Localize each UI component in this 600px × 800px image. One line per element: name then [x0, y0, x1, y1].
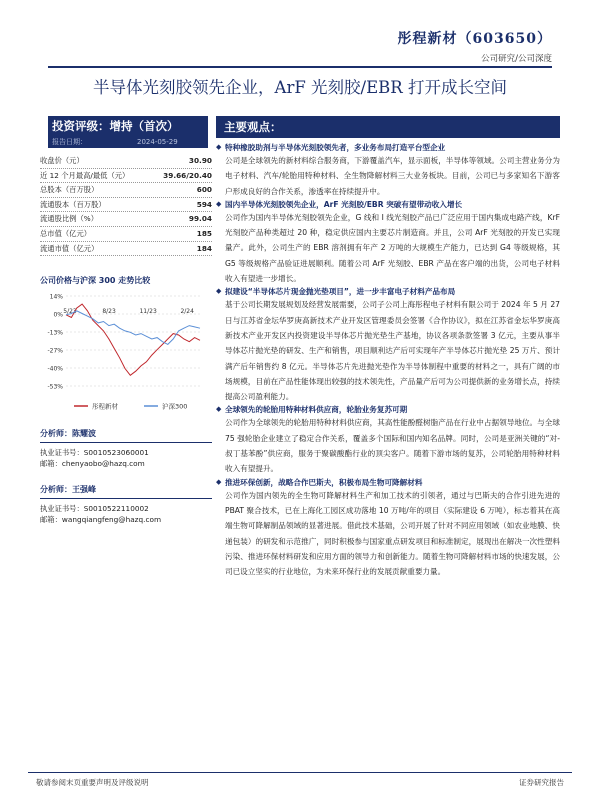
- chart-y-tick-label: -13%: [47, 329, 63, 337]
- viewpoint-heading-text: 特种橡胶助剂与半导体光刻胶领先者，多业务布局打造平台型企业: [225, 143, 446, 152]
- key-data-value: 39.66/20.40: [163, 170, 212, 180]
- key-data-row: [40, 198, 212, 213]
- chart-y-tick-label: -53%: [47, 383, 63, 391]
- key-data-value: 594: [196, 199, 212, 209]
- page-title: 半导体光刻胶领先企业，ArF 光刻胶/EBR 打开成长空间: [93, 78, 507, 97]
- viewpoint-body: 公司作为国内半导体光刻胶领先企业，G 线和 I 线光刻胶产品已广泛应用于国内集成电路产线，KrF 光刻胶产品种类超过 20 种，稳定供应国内主要芯片制造商。并且，公司 ArF 光刻胶的开发已实现量产。此外，公司生产的 EBR 溶剂拥有年产 2 万吨的大规模生产能力，已达到 G4 等级规格，其 G5 等级规格产品验证进展顺利。随着公司 ArF 光刻胶、EBR 产品在客户端的出货，公司电子材料收入有望进一步增长。: [225, 212, 560, 284]
- viewpoint-body: 基于公司长期发展规划及经营发展需要，公司子公司上海彤程电子材料有限公司于 2024 年 5 月 27 日与江苏省金坛华罗庚高新技术产业开发区管理委员会签署《合作协议》，拟在江苏省金坛华罗庚高新技术产业开发区内投资建设半导体芯片抛光垫生产基地，协议各项条款签署 3 亿元，主要从事半导体芯片抛光垫的研发、生产和销售，项目顺利达产后可实现年产半导体芯片抛光垫 25 万片、预计满产后年销售约 8 亿元。半导体芯片先进抛光垫作为半导体制程中重要的材料之一，具有广阔的市场规模，目前在产品性能体现出较强的技术领先性，产品量产后可为公司提供新的业务增长点，持续提高公司盈利能力。: [225, 300, 560, 402]
- viewpoints-heading: 主要观点：: [216, 116, 560, 138]
- viewpoint-heading: [216, 477, 560, 488]
- viewpoint-heading: [216, 286, 560, 297]
- chart-legend-label: 沪深300: [162, 402, 188, 411]
- key-data-row: [40, 242, 212, 257]
- bullet-diamond-icon: ◆: [216, 143, 222, 151]
- chart-x-tick-label: 8/23: [102, 307, 116, 315]
- chart-x-tick-label: 5/23: [63, 307, 77, 315]
- chart-x-tick-label: 2/24: [180, 307, 194, 315]
- chart-y-tick-label: -27%: [47, 347, 63, 355]
- key-data-value: 30.90: [188, 156, 212, 165]
- viewpoint-heading-text: 拟建设“半导体芯片现金抛光垫项目”，进一步丰富电子材料产品布局: [225, 287, 456, 297]
- viewpoint-body: 公司是全球领先的新材料综合服务商，下游覆盖汽车，显示面板，半导体等领域。公司主营业务分为电子材料、汽车/轮胎用特种材料、全生物降解材料三大业务板块。目前，公司已与多家知名下游客户形成良好的合作关系，渗透率在持续提升中。: [225, 156, 560, 196]
- bullet-diamond-icon: ◆: [216, 287, 222, 296]
- footer-disclaimer: 敬请参阅末页重要声明及评级说明: [36, 778, 149, 787]
- key-data-value: 600: [196, 185, 212, 195]
- key-data-row: [40, 154, 212, 169]
- price-chart-svg: [40, 290, 210, 420]
- chart-x-tick-label: 11/23: [139, 307, 157, 315]
- viewpoints-content: [216, 142, 560, 579]
- viewpoint-heading: [216, 404, 560, 415]
- viewpoint-body: 公司作为国内领先的全生物可降解材料生产和加工技术的引领者，通过与巴斯夫的合作引进先进的 PBAT 聚合技术，已在上海化工园区成功落地 10 万吨/年的项目（实际建设 6 万吨），标志着其在高端生物可降解制品领域的显著进展。借此技术基础，公司开展了针对不同应用领域（如农业地膜、快递包装）的研发和示范推广，同时积极参与国家重点研发项目和标准制定，展现出在解决一次性塑料污染、推进环保材料研发和应用方面的领导力和创新能力。随着生物可降解材料市场的快速发展，公司已设立坚实的行业地位，为未来环保行业的发展贡献重要力量。: [225, 490, 560, 577]
- key-data-row: [40, 212, 212, 227]
- chart-legend-label: 彤程新材: [92, 402, 118, 411]
- viewpoint-heading-text: 全球领先的轮胎用特种材料供应商，轮胎业务复苏可期: [225, 405, 408, 415]
- key-data-row: [40, 183, 212, 198]
- report-date-label: 报告日期：: [52, 138, 87, 146]
- chart-series-line-1: [66, 311, 200, 345]
- footer-divider: [28, 772, 572, 773]
- analyst-email: 邮箱：wangqiangfeng@hazq.com: [40, 515, 162, 524]
- chart-y-tick-label: 14%: [49, 293, 63, 301]
- key-data-label: 近 12 个月最高/最低（元）: [40, 170, 130, 180]
- key-data-row: [40, 169, 212, 184]
- analyst-cert: 执业证书号：S0010522110002: [40, 504, 149, 513]
- report-date-bar: [48, 136, 208, 148]
- analyst-cert: 执业证书号：S0010523060001: [40, 448, 149, 457]
- key-data-label: 总市值（亿元）: [40, 228, 92, 238]
- chart-title: 公司价格与沪深 300 走势比较: [40, 276, 151, 285]
- key-data-row: [40, 227, 212, 242]
- chart-y-tick-label: 0%: [53, 311, 63, 319]
- analyst-block: [40, 428, 212, 469]
- key-data-label: 收盘价（元）: [40, 156, 84, 165]
- key-data-value: 184: [196, 243, 212, 253]
- key-data-value: 99.04: [188, 214, 212, 224]
- analyst-name: 分析师：陈耀波: [40, 428, 212, 443]
- key-data-label: 流通股比例（%）: [40, 214, 99, 224]
- bullet-diamond-icon: ◆: [216, 405, 222, 414]
- analyst-block: [40, 484, 212, 525]
- key-data-table: [40, 154, 212, 256]
- price-comparison-chart: [40, 290, 210, 420]
- key-data-label: 总股本（百万股）: [40, 185, 99, 195]
- viewpoint-heading-text: 国内半导体光刻胶领先企业，ArF 光刻胶/EBR 突破有望带动收入增长: [225, 199, 463, 209]
- report-type: 公司研究/公司深度: [481, 54, 552, 64]
- company-name: 彤程新材（603650）: [397, 31, 552, 47]
- chart-y-tick-label: -40%: [47, 365, 63, 373]
- key-data-value: 185: [196, 228, 212, 238]
- footer-report-label: 证券研究报告: [519, 778, 564, 787]
- viewpoint-heading: [216, 142, 560, 153]
- bullet-diamond-icon: ◆: [216, 477, 222, 486]
- report-date: 2024-05-29: [137, 138, 178, 146]
- viewpoint-heading: [216, 199, 560, 210]
- analyst-email: 邮箱：chenyaobo@hazq.com: [40, 459, 145, 468]
- key-data-label: 流通股本（百万股）: [40, 199, 106, 209]
- header-divider: [48, 66, 552, 68]
- rating-bar: 投资评级：增持（首次）: [48, 116, 208, 136]
- bullet-diamond-icon: ◆: [216, 199, 222, 208]
- viewpoint-body: 公司作为全球领先的轮胎用特种材料供应商，其高性能酚醛树脂产品在行业中占据领导地位。与全球 75 强轮胎企业建立了稳定合作关系，覆盖多个国际和国内知名品牌。同时，公司是亚洲关键的“对-叔丁基苯酚”供应商，服务于聚碳酸酯行业的顶尖客户。随着下游市场的复苏，公司轮胎用特种材料收入有望提升。: [225, 418, 560, 474]
- key-data-label: 流通市值（亿元）: [40, 243, 99, 253]
- analyst-name: 分析师：王强峰: [40, 484, 212, 499]
- viewpoint-heading-text: 推进环保创新，战略合作巴斯夫，积极布局生物可降解材料: [225, 477, 423, 487]
